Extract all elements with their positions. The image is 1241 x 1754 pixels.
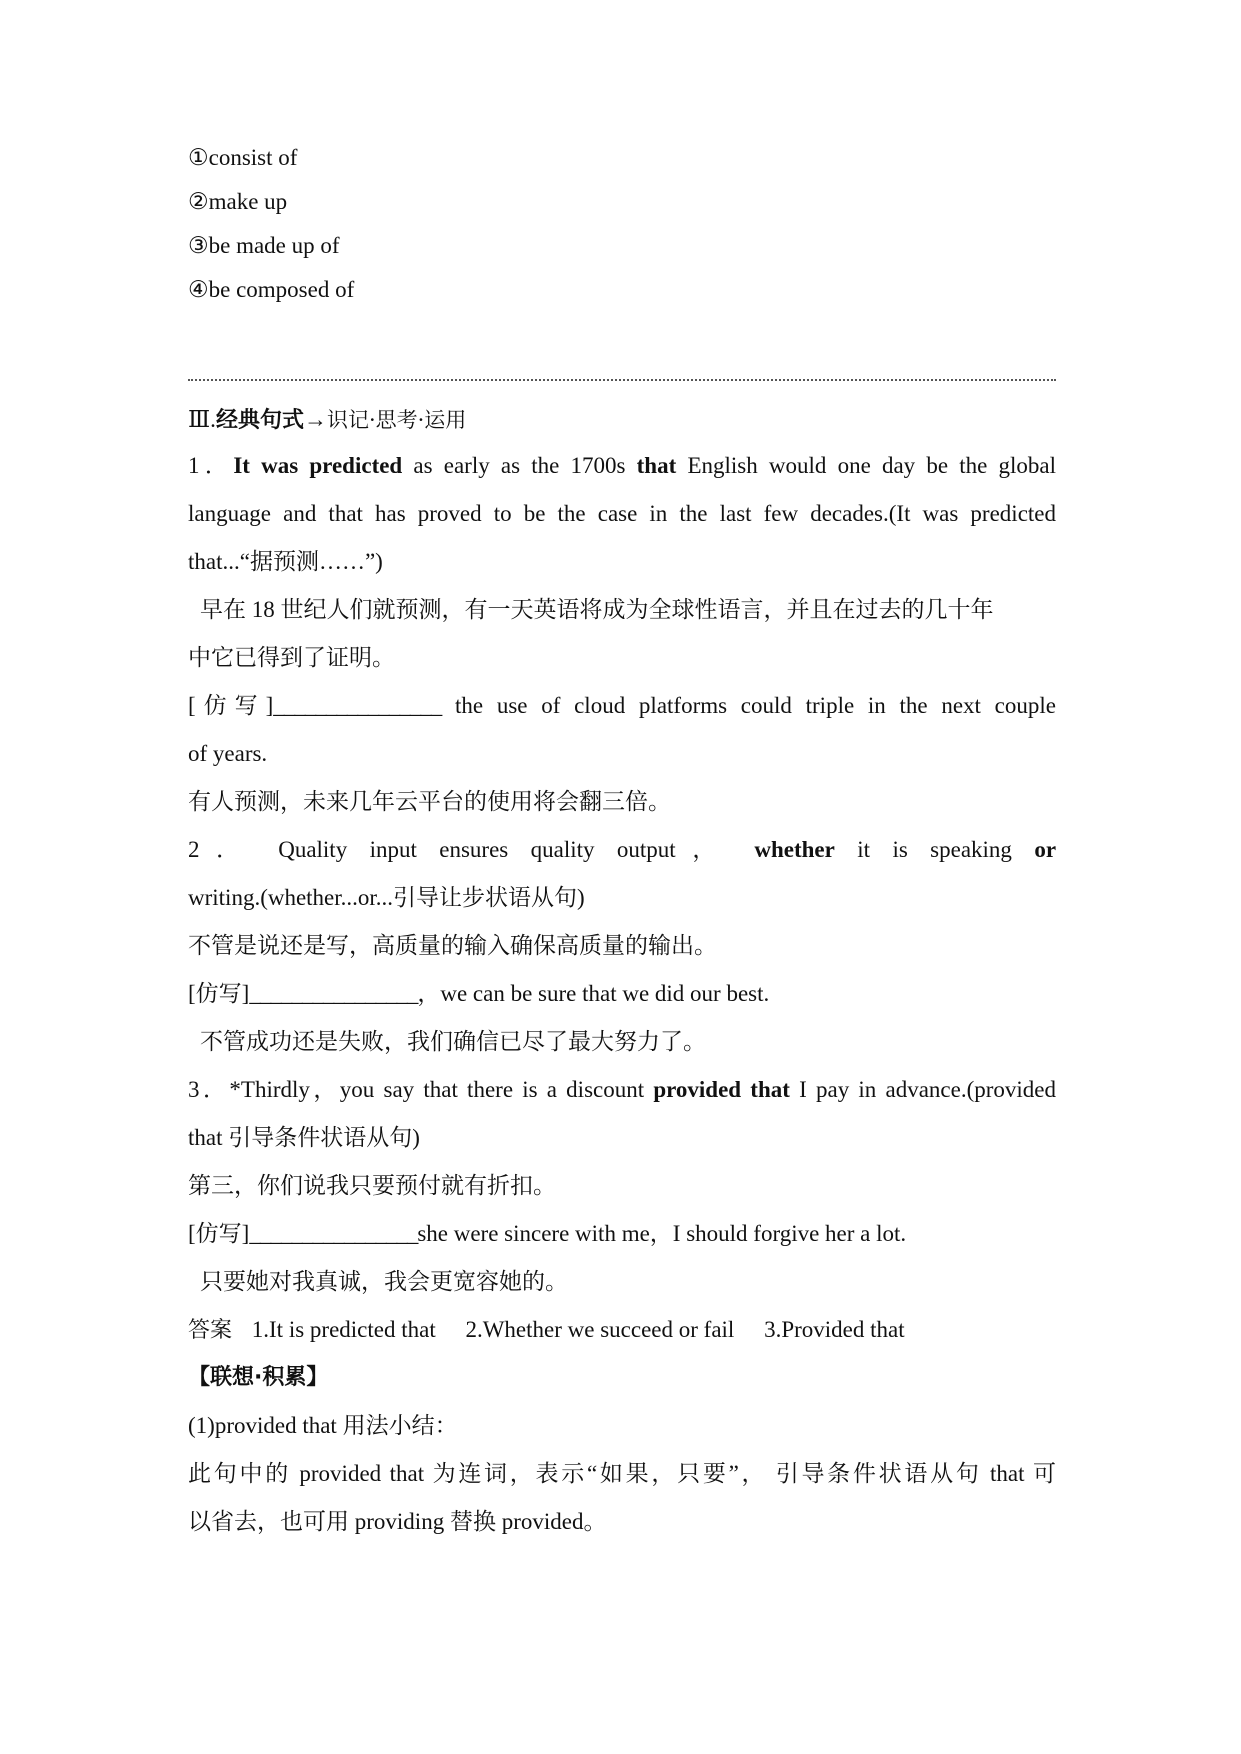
item3-imitate (188, 1219, 906, 1249)
accumulate-line2: 此句中的 provided that 为连词，表示“如果，只要”， 引导条件状语从句 that 可 (188, 1461, 1056, 1486)
item1-imitate-line2: of years. (188, 741, 268, 766)
item3-text1: *Thirdly，you say that there is a discount (229, 1077, 654, 1102)
item1-imitate (188, 691, 1056, 721)
item1-line2: language and that has proved to be the case in the last few decades.(It was predicted (188, 501, 1056, 526)
item3-text2: I pay in advance.(provided (789, 1077, 1056, 1102)
item3-imitate-label: [仿写] (188, 1221, 250, 1246)
item2-number: 2． (188, 837, 256, 862)
phrase-item-2: ②make up (188, 189, 288, 214)
item2-imitate (188, 979, 769, 1009)
item1-line3: that...“据预测……”) (188, 549, 383, 574)
item2-line1 (188, 835, 1056, 865)
answer-3: 3.Provided that (764, 1317, 905, 1342)
item1-translation-b: 中它已得到了证明。 (188, 645, 395, 670)
section-divider (188, 379, 1056, 381)
phrase-item-1: ①consist of (188, 145, 298, 170)
section-arrow: → (303, 407, 327, 432)
item2-text1: Quality input ensures quality output， (278, 837, 732, 862)
item1-line1 (188, 451, 1056, 481)
section-heading (188, 405, 466, 436)
item3-imitate-translation: 只要她对我真诚，我会更宽容她的。 (200, 1269, 568, 1294)
item1-bold-that: that (636, 453, 677, 478)
section-subtitle: 识记·思考·运用 (326, 408, 467, 432)
item1-imitate-text: the use of cloud platforms could triple in the next couple (441, 693, 1056, 718)
item3-blank[interactable]: ________________ (249, 1221, 418, 1246)
item2-blank[interactable]: ________________ (249, 981, 418, 1006)
item3-line2: that 引导条件状语从句) (188, 1125, 420, 1150)
item3-bold-provided-that: provided that (653, 1077, 790, 1102)
phrase-item-3: ③be made up of (188, 233, 340, 258)
item3-translation: 第三，你们说我只要预付就有折扣。 (188, 1173, 556, 1198)
item2-line2: writing.(whether...or...引导让步状语从句) (188, 885, 585, 910)
answer-line (188, 1315, 905, 1346)
answer-1: 1.It is predicted that (251, 1317, 436, 1342)
section-title: 经典句式 (215, 408, 304, 433)
item2-imitate-text: ，we can be sure that we did our best. (417, 981, 770, 1006)
item3-number: 3． (188, 1077, 230, 1102)
section-numeral: Ⅲ. (188, 407, 216, 432)
item2-imitate-translation: 不管成功还是失败，我们确信已尽了最大努力了。 (200, 1029, 706, 1054)
item2-imitate-label: [仿写] (188, 981, 250, 1006)
item1-bold-phrase: It was predicted (233, 453, 403, 478)
accumulate-line1: (1)provided that 用法小结： (188, 1413, 458, 1438)
phrase-item-4: ④be composed of (188, 277, 355, 302)
item1-blank[interactable]: ________________ (273, 693, 442, 718)
item3-imitate-text: she were sincere with me，I should forgive her a lot. (417, 1221, 907, 1246)
answer-label: 答案 (188, 1318, 233, 1343)
item2-bold-or: or (1034, 837, 1057, 862)
accumulate-line3: 以省去，也可用 providing 替换 provided。 (188, 1509, 607, 1534)
accumulate-heading: 【联想·积累】 (188, 1365, 329, 1390)
item1-imitate-label: [仿写] (188, 693, 274, 718)
item2-bold-whether: whether (754, 837, 835, 862)
item1-number: 1． (188, 453, 234, 478)
item3-line1 (188, 1075, 1056, 1105)
item2-translation: 不管是说还是写，高质量的输入确保高质量的输出。 (188, 933, 717, 958)
item2-text2: it is speaking (857, 837, 1012, 862)
answer-2: 2.Whether we succeed or fail (465, 1317, 735, 1342)
item1-imitate-translation: 有人预测，未来几年云平台的使用将会翻三倍。 (188, 789, 671, 814)
item1-translation-a: 早在 18 世纪人们就预测，有一天英语将成为全球性语言，并且在过去的几十年 (200, 597, 994, 622)
item1-text1: as early as the 1700s (402, 453, 637, 478)
item1-text2: English would one day be the global (676, 453, 1057, 478)
